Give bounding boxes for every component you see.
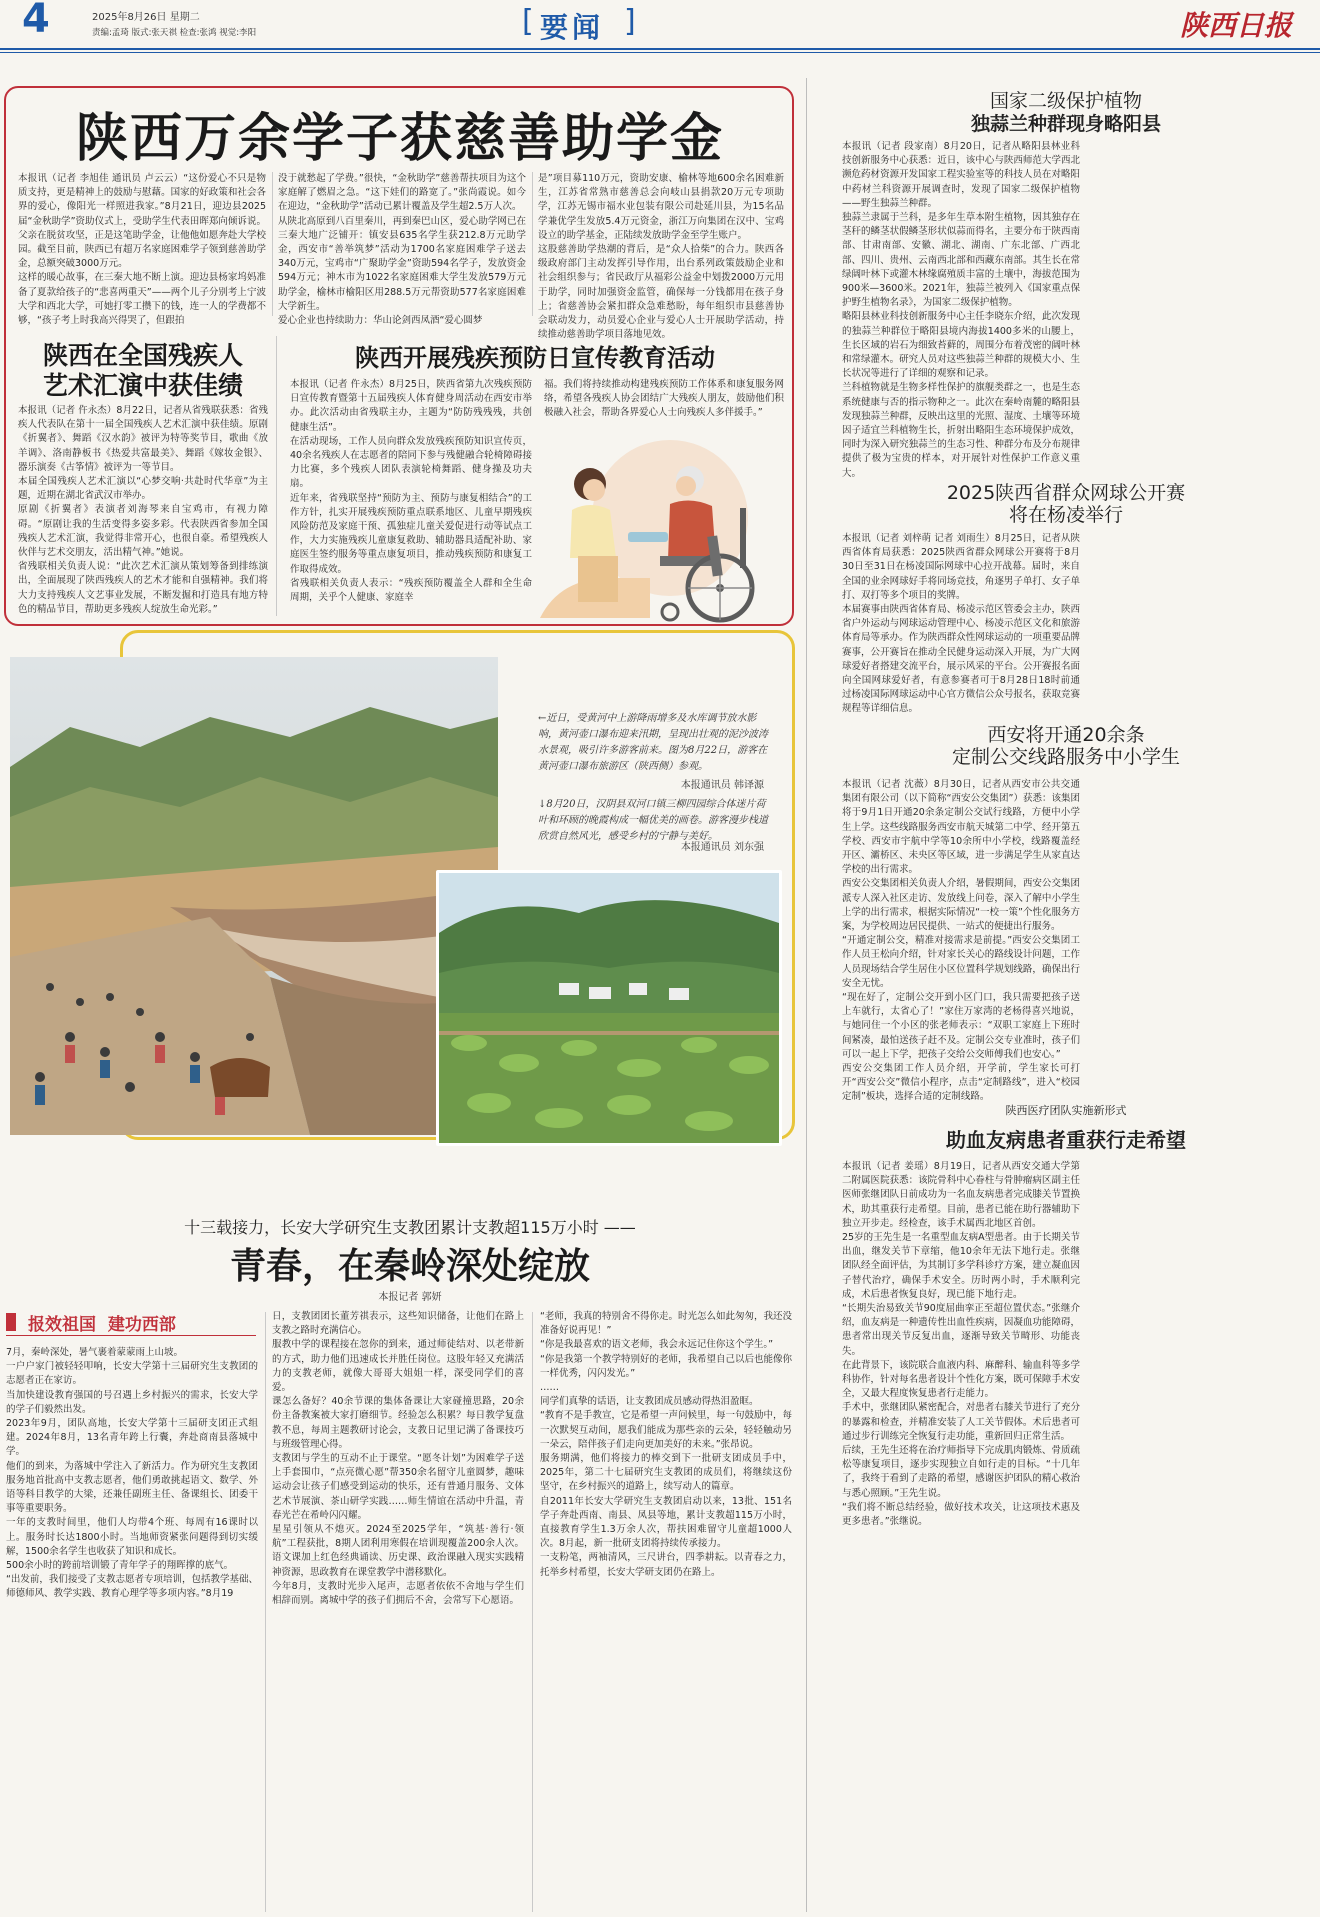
youth-byline: 本报记者 郭妍 bbox=[378, 1292, 442, 1303]
hemo-body: 本报讯（记者 姜瑶）8月19日，记者从西安交通大学第二附属医院获悉：该院骨科中心眷柱与骨肿瘤病区副主任医师张继团队日前成功为一名血友病患者完成膝关节置换术，助其重获行走希望。目前，患者已能在助行器辅助下独立开步走。经检查，该手术属西北地区首创。 25岁的王先生是一名重型血友病A型患者。由于长期关节出血，继发关节下章缩，他10余年无法下地行走。张继团队经全面评估，为其制订多学科诊疗方案，建立凝血因子替代治疗，确保手术安全。历时两小时，手术顺利完成，术后患者恢复良好，现已能下地行走。 “长期失治易致关节90度屈曲挛正至超位置伏态。”张继介绍，血友病是一种遗传性出血性疾病，因凝血功能障碍，患者常出现关节反复出血，逐渐导致关节畸形、功能丧失。 在此背景下，该院联合血液内科、麻醉科、输血科等多学科协作，针对每名患者设计个性化方案，既可保障手术安全，又最大程度恢复患者行走能力。 手术中，张继团队紧密配合，对患者右膝关节进行了充分的暴露和检查，并精准安装了人工关节假体。术后患者可通过步行训练完全恢复行走功能，重新回归正常生活。 后续，王先生还将在治疗师指导下完成肌肉锻炼、骨质疏松等康复项目，逐步实现独立自如行走的目标。“十几年了，我终于看到了走路的希望，感谢医护团队的精心救治与悉心照顾。”王先生说。 “我们将不断总结经验，做好技术攻关，让这项技术惠及更多患者。”张继说。 bbox=[842, 1161, 1080, 1528]
feature-banner bbox=[6, 1310, 256, 1334]
bus-title-1: 西安将开通20余条 bbox=[987, 724, 1145, 746]
issue-date: 2025年8月26日 星期二 bbox=[92, 12, 200, 23]
page-header bbox=[0, 0, 1320, 48]
section-title: 要闻 bbox=[540, 11, 605, 44]
photo-credit-1: 本报通讯员 韩译源 bbox=[680, 780, 764, 791]
plant-title-1: 国家二级保护植物 bbox=[989, 90, 1142, 112]
section-bracket-left: [ bbox=[522, 4, 534, 39]
sidebar-divider bbox=[806, 78, 807, 1912]
bus-body: 本报讯（记者 沈薇）8月30日，记者从西安市公共交通集团有限公司（以下简称“西安公交集团”）获悉：该集团将于9月1日开通20余条定制公交试行线路，方便中小学生上学。这些线路服务西安市航天城第二中学、经开第五学校、西安市宇航中学等10余所中小学校，线路覆盖经开区、灞桥区、未央区等区域，进一步满足学生从家直达学校的出行需求。 西安公交集团相关负责人介绍，暑假期间，西安公交集团派专人深入社区走访、发放线上问卷，深入了解中小学生上学的出行需求，根据实际情况“一校一策”个性化服务方案，为学校周边居民提供、一站式的便捷出行服务。 “开通定制公交，精准对接需求是前提。”西安公交集团工作人员王松向介绍，针对家长关心的路线设计问题，工作人员现场结合学生居住小区位置科学规划线路，确保出行安全无忧。 “现在好了，定制公交开到小区门口，我只需要把孩子送上车就行，太省心了！”家住万家湾的老杨得喜兴地说，与她同住一个小区的张老师表示：“双职工家庭上下班时间紧凑，最怕送孩子赶不及。定制公交专业准时，孩子们可以一起上下学，把孩子交给公交师傅我们也安心。” 西安公交集团工作人员介绍，开学前，学生家长可打开“西安公交”微信小程序，点击“定制路线”，进入“校园定制”板块，选择合适的定制线路。 bbox=[842, 779, 1080, 1103]
lead-col-2: 没于就愁起了学费。”很快，“金秋助学”慈善帮扶项目为这个家庭解了燃眉之急。“这下娃们的路宽了。”张尚霞说。如今在迎边，“金秋助学”活动已累计覆盖及学生超2.5万人次。 从陕北高原到八百里秦川，再到秦巴山区，爱心助学网已在三秦大地广泛铺开：镇安县635名学生获212.8万元助学金，西安市“善举筑梦”活动为1700名家庭困难学子送去340万元，宝鸡市“广聚助学金”资助594名学子，发放资金594万元；神木市为1022名家庭困难大学生发放579万元助学金，榆林市榆阳区用288.5万元帮资助577名家庭困难大学新生。 爱心企业也持续助力：华山论剑西凤酒“爱心圆梦 bbox=[278, 173, 526, 327]
prevention-col-2: 福。我们将持续推动构建残疾预防工作体系和康复服务网络，希望各残疾人协会团结广大残疾人朋友，鼓励他们积极融入社会，帮助各界爱心人士向残疾人多伴援手。” bbox=[544, 379, 784, 419]
banner-underline bbox=[6, 1335, 256, 1336]
youth-col-3: “老师，我真的特别舍不得你走。时光怎么如此匆匆，我还没准备好说再见！” “你是我最喜欢的语文老师，我会永远记住你这个学生。” “你是我第一个教学特别好的老师，我希望自己以后也能像你一样优秀，闪闪发光。” …… 同学们真挚的话语，让支教团成员感动得热泪盈眶。 “教育不是手教宣，它是希望一声问候里，每一句鼓励中，每一次默契互动间，愿我们能成为那些亲的云朵，轻轻触动另一朵云，陪伴孩子们走向更加美好的未来。”张昂说。 服务期满，他们将接力的棒交到下一批研支团成员手中，2025年，第二十七届研究生支教团的成员们，将继续这份坚守，在乡村振兴的道路上，续写动人的篇章。 自2011年长安大学研究生支教团启动以来，13批、151名学子奔赴西南、南县、凤县等地，累计支教超115万小时，直接教育学生1.3万余人次，帮扶困难留守儿童超1000人次。8月起，新一批研支团将持续传承接力。 一支粉笔，两袖清风，三尺讲台，四季耕耘。以青春之力，托举乡村希望，长安大学研支团仍在路上。 bbox=[540, 1311, 792, 1578]
youth-col-divider bbox=[532, 1312, 533, 1912]
youth-col-1: 7月，秦岭深处，暑气裹着蒙蒙雨上山坡。 一户户家门被轻轻叩响，长安大学第十三届研究生支教团的志愿者正在家访。 当加快建设教育强国的号召遇上乡村振兴的需求，长安大学的学子们毅然出发。 2023年9月，团队高地，长安大学第十三届研支团正式组建。2024年8月，13名青年跨上行囊，奔赴商南县落城中学。 他们的到来，为落城中学注入了新活力。作为研究生支教团服务地首批高中支教志愿者，他们勇敢挑起语文、数学、外语等科目教学的大梁，还兼任副班主任、备课组长、团委干事等重要职务。 一年的支教时间里，他们人均带4个班、每周有16课时以上。服务时长达1800小时。当地师资紧张问题得到切实缓解，1500余名学生也收获了知识和成长。 500余小时的跨前培训锻了青年学子的翔晖撑的底气。 “出发前，我们接受了支教志愿者专项培训，包括教学基础、师德师风、教学实践、教育心理学等多项内容。”8月19 bbox=[6, 1347, 258, 1600]
hemo-kicker: 陕西医疗团队实施新形式 bbox=[1005, 1104, 1127, 1117]
banner-label: 报效祖国 建功西部 bbox=[28, 1315, 176, 1335]
youth-col-2: 日，支教团团长董芳祺表示，这些知识储备，让他们在路上支教之路时充满信心。 服教中学的课程接在忽你的到来，通过师徒结对、以老带新的方式，助力他们迅速成长并胜任岗位。这股年轻又充满活力的支教老师，就像大哥哥大姐姐一样，深受同学们的喜爱。 课怎么备好？40余节课的集体备课让大家碰撞思路，20余份主备教案被大家打磨细节。经验怎么积累？每日教学复盘教不息，每周主题教研讨论会，支教日记里记满了备课技巧与班级管理心得。 支教团与学生的互动不止于课堂。“愿冬计划”为困难学子送上手套围巾，“点亮微心愿”帮350余名留守儿童圆梦，趣味运动会让孩子们感受到运动的快乐，还有普通月服务、文体艺术节展演、茶山研学实践……师生情谊在活动中升温，青春光芒在希岭闪闪耀。 星星引领从不熄灭。2024至2025学年，“筑基·善行·领航”工程获批，8期人团利用寒假在培训现覆盖200余人次。语文课加上红色经典诵读、历史课、政治课融入现实实践精神资源，思政教育在课堂教学中潜移默化。 今年8月，支教时光步入尾声，志愿者依依不舍地与学生们相辞而别。离城中学的孩子们拥后不舍，会常写下心愿语。 bbox=[272, 1311, 524, 1607]
lead-col-1: 本报讯（记者 李旭佳 通讯员 卢云云）“这份爱心不只是物质支持，更是精神上的鼓励与慰藉。国家的好政策和社会各界的爱心，像阳光一样照进我家。”8月21日，迎边县2025届“金秋助学”资助仪式上，受助学生代表田晖郑向倾诉说。父亲在脱贫攻坚，正是这笔助学金，让他他如愿奔赴大学校园。截至目前，陕西已有超万名家庭困难学子领到慈善助学金，总额突破3000万元。 这样的暖心故事，在三秦大地不断上演。迎边县杨家坞妈准备了夏款给孩子的“悲喜两重天”——两个儿子分别考上宁波大学和西北大学，可她打零工攒下的钱，连一人的学费都不够，“孩子考上时我高兴得哭了，但跟拍 bbox=[18, 173, 266, 327]
plant-title-2: 独蒜兰种群现身略阳县 bbox=[970, 113, 1161, 135]
article-divider bbox=[276, 336, 277, 616]
prevention-title: 陕西开展残疾预防日宣传教育活动 bbox=[355, 344, 715, 372]
hemo-title: 助血友病患者重获行走希望 bbox=[946, 1128, 1186, 1152]
editor-credits: 责编:孟琦 版式:张天祺 检查:张鸿 视觉:李阳 bbox=[92, 28, 257, 38]
page-number: 4 bbox=[22, 0, 50, 42]
hukou-waterfall-photo bbox=[10, 657, 498, 1135]
art-story-title-2: 艺术汇演中获佳绩 bbox=[42, 371, 243, 400]
masthead-logo: 陕西日报 bbox=[1180, 9, 1293, 42]
youth-col-divider bbox=[265, 1312, 266, 1912]
lead-col-divider bbox=[532, 172, 533, 316]
youth-kicker: 十三载接力，长安大学研究生支教团累计支教超115万小时 —— bbox=[184, 1218, 636, 1237]
tennis-title-1: 2025陕西省群众网球公开赛 bbox=[946, 482, 1186, 504]
lead-col-3: 是”项目募110万元，资助安康、榆林等地600余名困难新生，江苏省常熟市慈善总会向岐山县捐款20万元专项助学，江苏无锡市福水业包装有限公司赴延川县，为15名品学兼优学生发放5.4万元资金，浙江万向集团在汉中、宝鸡设立的助学基金，正陆续发放助学金至学生账户。 这股慈善助学热潮的背后，是“众人拾柴”的合力。陕西各级政府部门主动发挥引导作用，出台系列政策鼓励企业和社会组织参与；省民政厅从福彩公益金中划拨2000万元用于助学，同时加强资金监管，确保每一分钱都用在孩子身上；省慈善协会紧扣群众急难愁盼，每年组织市县慈善协会联动发力，动员爱心企业与爱心人士开展助学活动，持续推动慈善助学项目落地见效。 bbox=[538, 173, 784, 341]
lead-title: 陕西万余学子获慈善助学金 bbox=[75, 109, 724, 169]
photo-caption-1: ←近日，受黄河中上游降雨增多及水库调节放水影响，黄河壶口瀑布迎来汛期，呈现出壮观的泥沙波涛水景观，吸引许多游客前来。图为8月22日，游客在黄河壶口瀑布旅游区（陕西侧）参观。 bbox=[538, 713, 768, 772]
header-rule-thin bbox=[0, 52, 1320, 53]
tennis-title-2: 将在杨凌举行 bbox=[1008, 504, 1123, 526]
photo-credit-2: 本报通讯员 刘东强 bbox=[680, 842, 764, 853]
caregiver-wheelchair-illustration bbox=[520, 428, 788, 624]
header-rule bbox=[0, 48, 1320, 50]
art-story-title-1: 陕西在全国残疾人 bbox=[42, 341, 243, 370]
art-story-body: 本报讯（记者 仵永杰）8月22日，记者从省残联获悉：省残疾人代表队在第十一届全国残疾人艺术汇演中获佳绩。原剧《折翼者》、舞蹈《汉水韵》被评为特等奖节目，歌曲《放羊调》、洛南静板书《热爱共富最美》、舞蹈《嫁妆金银》、器乐演奏《古筝情》被评为一等节目。 本届全国残疾人艺术汇演以“心梦交响·共赴时代华章”为主题，近期在湖北省武汉市举办。 原剧《折翼者》表演者刘海琴来自宝鸡市，有视力障碍。“原剧让我的生活变得多姿多彩。代表陕西省参加全国残疾人艺术汇演，我觉得非常开心，也很自豪。希望残疾人伙伴与艺术交朋友，活出精气神。”她说。 省残联相关负责人说：“此次艺术汇演从策划筹备到排练演出，全面展现了陕西残疾人的艺术才能和自强精神。我们将大力支持残疾人文艺事业发展，不断发掘和打造具有地方特色的精品节目，帮助更多残疾人绽放生命光彩。” bbox=[18, 405, 268, 615]
prevention-col-1: 本报讯（记者 仵永杰）8月25日，陕西省第九次残疾预防日宣传教育暨第十五届残疾人体育健身周活动在西安市举办。此次活动由省残联主办，主题为“防防残残残，共创健康生活”。 在活动现场，工作人员向群众发放残疾预防知识宣传页，40余名残疾人在志愿者的陪同下参与残健融合轮椅障碍接力比赛，多个残疾人团队表演轮椅舞蹈、健身操及功夫扇。 近年来，省残联坚持“预防为主、预防与康复相结合”的工作方针，扎实开展残疾预防重点联系地区、儿童早期残疾风险防范及家庭干预、孤独症儿童关爱促进行动等试点工作，大力实施残疾儿童康复救助、辅助器具适配补助、家庭医生签约服务等重点康复项目，推动残疾预防和康复工作取得成效。 省残联相关负责人表示：“残疾预防覆盖全人群和全生命周期，关乎个人健康、家庭幸 bbox=[290, 379, 532, 604]
lead-col-divider bbox=[272, 172, 273, 316]
lotus-village-photo bbox=[436, 870, 782, 1146]
tennis-body: 本报讯（记者 刘梓萌 记者 刘雨生）8月25日，记者从陕西省体育局获悉：2025陕西省群众网球公开赛将于8月30日至31日在杨凌国际网球中心拉开战幕。届时，来自全国的业余网球好手将同场竞技，角逐男子单打、女子单打、双打等多个项目的奖牌。 本届赛事由陕西省体育局、杨凌示范区管委会主办，陕西省户外运动与网球运动管理中心、杨凌示范区文化和旅游体育局等承办。作为陕西群众性网球运动的一项重要品牌赛事，公开赛旨在推动全民健身运动深入开展，为广大网球爱好者搭建交流平台，展示风采的平台。公开赛报名面向全国网球爱好者，有意参赛者可于8月28日18时前通过杨凌国际网球运动中心官方微信公众号报名，获取竞赛规程等详细信息。 bbox=[842, 533, 1080, 715]
plant-body: 本报讯（记者 段家南）8月20日，记者从略阳县林业科技创新服务中心获悉：近日，该中心与陕西师范大学西北濒危药材资源开发国家工程实验室等的科技人员在对略阳中药材兰科资源开展调查时，发现了国家二级保护植物——野生独蒜兰种群。 独蒜兰隶属于兰科，是多年生草本附生植物，因其独存在茎秆的鳞茎状假鳞茎形状似蒜而得名，主要分布于陕西南部、甘肃南部、安徽、湖北、湖南、广东北部、广西北部、四川、贵州、云南西北部和西藏东南部。其生长在常绿阔叶林下或灌木林缘腐殖质丰富的土壤中，海拔范围为900米—3600米。2021年，独蒜兰被列入《国家重点保护野生植物名录》，为国家二级保护植物。 略阳县林业科技创新服务中心主任李晓东介绍，此次发现的独蒜兰种群位于略阳县境内海拔1400多米的山腰上，生长区域的岩石为细致苔藓的，周围分布着茂密的阔叶林和常绿灌木。研究人员对这些独蒜兰种群的规模大小、生长状况等进行了详细的观察和记录。 兰科植物就是生物多样性保护的旗舰类群之一，也是生态系统健康与否的指示物种之一。此次在秦岭南麓的略阳县发现独蒜兰种群，反映出这里的光照、湿度、土壤等环境因子适宜兰科植物生长，折射出略阳生态环境保护成效，同时为深入研究独蒜兰的生态习性、种群分布及分布规律提供了极为宝贵的样本，对开展针对性保护工作意义重大。 bbox=[842, 141, 1080, 479]
youth-title: 青春，在秦岭深处绽放 bbox=[229, 1246, 590, 1287]
banner-bar-icon bbox=[6, 1313, 16, 1331]
photo-caption-2: ↓8月20日，汉阴县双河口镇三柳四园综合体迷片荷叶和环顾的晚霞构成一幅优美的画卷。游客漫步栈道欣赏自然风光，感受乡村的宁静与美好。 bbox=[538, 799, 768, 842]
section-bracket-right: ] bbox=[624, 4, 636, 39]
bus-title-2: 定制公交线路服务中小学生 bbox=[951, 746, 1180, 768]
